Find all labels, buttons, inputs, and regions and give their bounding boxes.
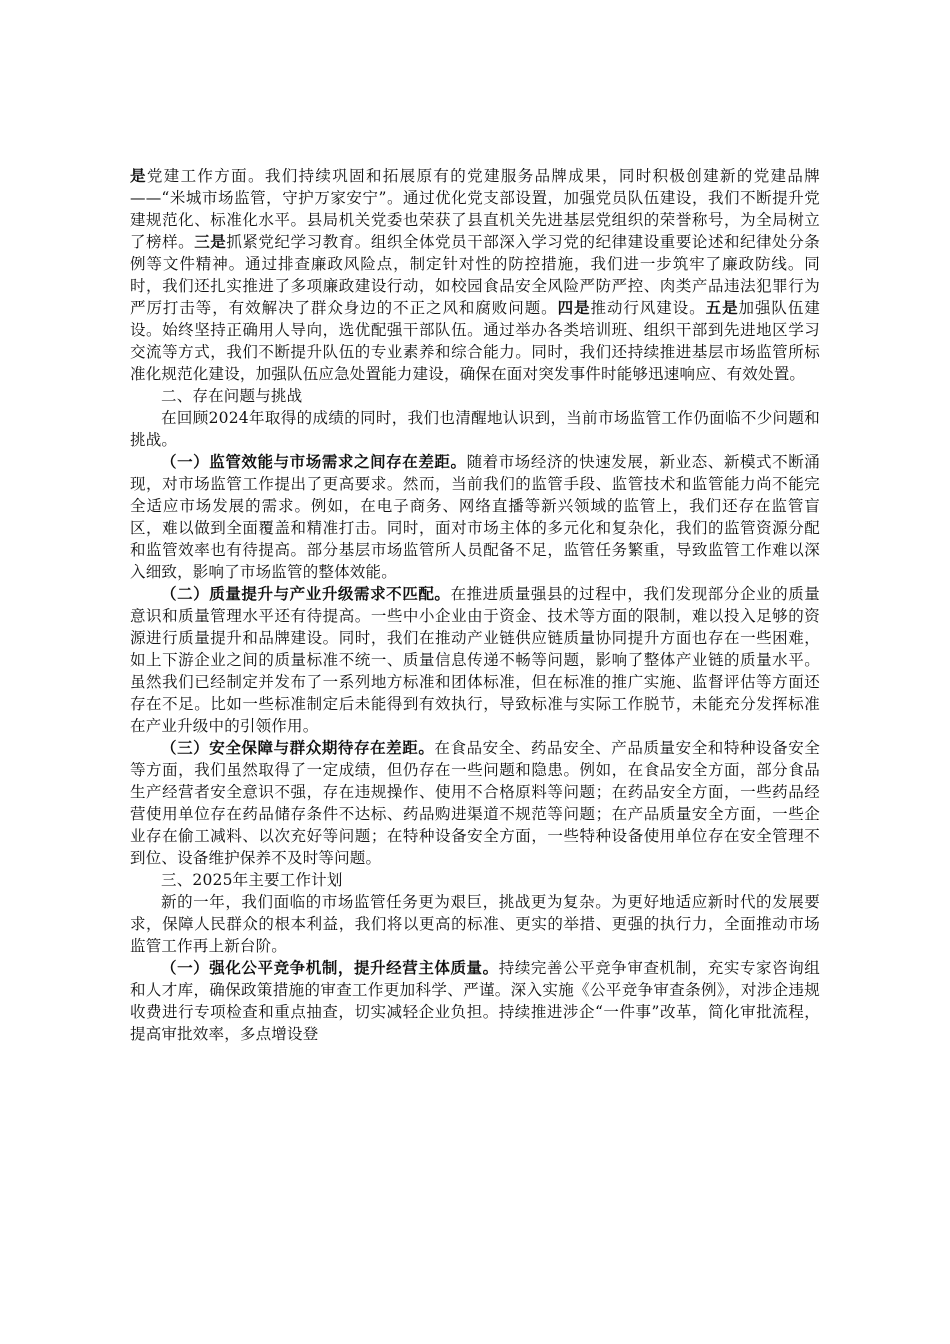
lead-text: （三）安全保障与群众期待存在差距。 (161, 738, 435, 757)
paragraph-problem-2 (130, 583, 820, 737)
body-text: 随着市场经济的快速发展，新业态、新模式不断涌现，对市场监管工作提出了更高要求。然而，当前我们的监管手段、监管技术和监管能力尚不能完全适应市场发展的需求。例如，在电子商务、网络直播等新兴领域的监管上，我们还存在监管盲区，难以做到全面覆盖和精准打击。同时，面对市场主体的多元化和复杂化，我们的监管资源分配和监管效率也有待提高。部分基层市场监管所人员配备不足，监管任务繁重，导致监管工作难以深入细致，影响了市场监管的整体效能。 (130, 453, 820, 581)
lead-text: （一）监管效能与市场需求之间存在差距。 (161, 452, 467, 471)
body-text: 持续完善公平竞争审查机制，充实专家咨询组和人才库，确保政策措施的审查工作更加科学、严谨。深入实施《公平竞争审查条例》，对涉企违规收费进行专项检查和重点抽查，切实减轻企业负担。持续推进涉企“一件事”改革，简化审批流程，提高审批效率，多点增设登 (130, 959, 820, 1043)
document-page (130, 165, 820, 1045)
body-text: 在食品安全、药品安全、产品质量安全和特种设备安全等方面，我们虽然取得了一定成绩，但仍存在一些问题和隐患。例如，在食品安全方面，部分食品生产经营者安全意识不强，存在违规操作、使用不合格原料等问题；在药品安全方面，一些药品经营使用单位存在药品储存条件不达标、药品购进渠道不规范等问题；在产品质量安全方面，一些企业存在偷工减料、以次充好等问题；在特种设备安全方面，一些特种设备使用单位存在安全管理不到位、设备维护保养不及时等问题。 (130, 739, 820, 867)
paragraph-problem-3 (130, 737, 820, 869)
body-text: 抓紧党纪学习教育。组织全体党员干部深入学习党的纪律建设重要论述和纪律处分条例等文件精神。通过排查廉政风险点，制定针对性的防控措施，我们进一步筑牢了廉政防线。同时，我们还扎实推进了多项廉政建设行动，如校园食品安全风险严防严控、肉类产品违法犯罪行为严厉打击等，有效解决了群众身边的不正之风和腐败问题。 (130, 233, 820, 317)
lead-text: 三是 (194, 232, 227, 251)
paragraph-intro-plan: 新的一年，我们面临的市场监管任务更为艰巨，挑战更为复杂。为更好地适应新时代的发展要求，保障人民群众的根本利益，我们将以更高的标准、更实的举措、更强的执行力，全面推动市场监管工作再上新台阶。 (130, 893, 820, 955)
body-text: 在推进质量强县的过程中，我们发现部分企业的质量意识和质量管理水平还有待提高。一些中小企业由于资金、技术等方面的限制，难以投入足够的资源进行质量提升和品牌建设。同时，我们在推动产业链供应链质量协同提升方面也存在一些困难，如上下游企业之间的质量标准不统一、质量信息传递不畅等问题，影响了整体产业链的质量水平。虽然我们已经制定并发布了一系列地方标准和团体标准，但在标准的推广实施、监督评估等方面还存在不足。比如一些标准制定后未能得到有效执行，导致标准与实际工作脱节，未能充分发挥标准在产业升级中的引领作用。 (130, 585, 820, 735)
lead-text: （一）强化公平竞争机制，提升经营主体质量。 (161, 958, 499, 977)
paragraph-party-building (130, 165, 820, 385)
lead-text: 是 (130, 166, 147, 185)
body-text: 加强队伍建设。始终坚持正确用人导向，选优配强干部队伍。通过举办各类培训班、组织干部到先进地区学习交流等方式，我们不断提升队伍的专业素养和综合能力。同时，我们还持续推进基层市场监管所标准化规范化建设，加强队伍应急处置能力建设，确保在面对突发事件时能够迅速响应、有效处置。 (130, 299, 821, 383)
paragraph-intro-problems: 在回顾2024年取得的成绩的同时，我们也清醒地认识到，当前市场监管工作仍面临不少问题和挑战。 (130, 409, 820, 449)
lead-text: 四是 (557, 298, 591, 317)
section-heading-problems: 二、存在问题与挑战 (161, 387, 303, 405)
section-heading-plan: 三、2025年主要工作计划 (161, 871, 343, 889)
lead-text: （二）质量提升与产业升级需求不匹配。 (161, 584, 451, 603)
paragraph-plan-1 (130, 957, 820, 1045)
body-text: 党建工作方面。我们持续巩固和拓展原有的党建服务品牌成果，同时积极创建新的党建品牌——“米城市场监管，守护万家安宁”。通过优化党支部设置，加强党员队伍建设，我们不断提升党建规范化、标准化水平。县局机关党委也荣获了县直机关先进基层党组织的荣誉称号，为全局树立了榜样。 (130, 167, 820, 251)
body-text: 推动行风建设。 (590, 299, 706, 317)
paragraph-problem-1 (130, 451, 820, 583)
lead-text: 五是 (705, 298, 739, 317)
